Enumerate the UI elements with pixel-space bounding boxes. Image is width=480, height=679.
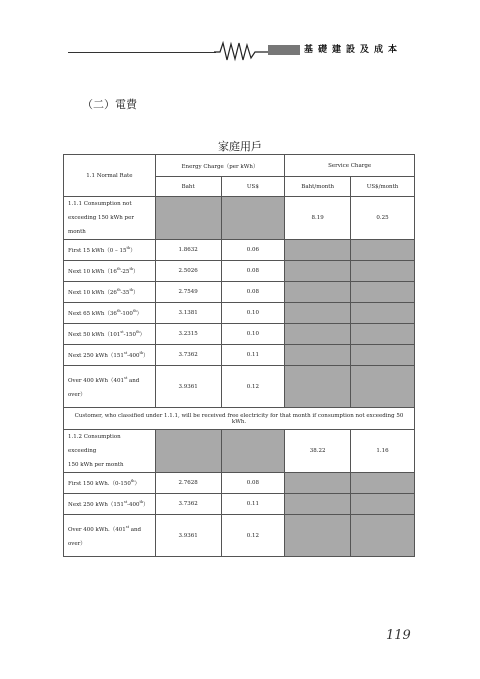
table-header-row <box>64 155 415 177</box>
table-row <box>64 303 415 324</box>
energy-usd-cell: 0.11 <box>221 345 285 366</box>
energy-baht-cell: 3.1381 <box>155 303 221 324</box>
shaded-cell <box>351 324 415 345</box>
row-label <box>64 282 156 303</box>
shaded-cell <box>351 240 415 261</box>
energy-usd-cell: 0.10 <box>221 324 285 345</box>
row-label-text: -400 <box>127 502 140 508</box>
shaded-cell <box>351 303 415 324</box>
row-label-text: First 150 kWh.（0-150 <box>68 481 131 487</box>
ordinal-suffix: th <box>126 246 131 251</box>
energy-baht-cell: 3.2315 <box>155 324 221 345</box>
energy-baht-cell: 2.7628 <box>155 473 221 494</box>
table-row <box>64 515 415 557</box>
subheader-usd-month: US$/month <box>351 177 415 197</box>
row-label-text: ） <box>130 248 136 254</box>
table-row <box>64 240 415 261</box>
service-charge-header: Service Charge <box>285 155 415 177</box>
row-label-text: Over 400 kWh（401 <box>68 377 125 384</box>
row-label <box>64 473 156 494</box>
shaded-cell <box>351 282 415 303</box>
energy-baht-cell: 3.7362 <box>155 494 221 515</box>
row-label-text: First 15 kWh（0 – 15 <box>68 248 127 254</box>
row-label <box>64 261 156 282</box>
normal-rate-header: 1.1 Normal Rate <box>64 155 156 197</box>
row-label-text: Next 65 kWh（36 <box>68 311 117 317</box>
shaded-cell <box>155 197 221 240</box>
service-baht-cell: 8.19 <box>285 197 351 240</box>
row-label-text: ） <box>139 332 146 338</box>
row-label-text: ） <box>133 290 139 296</box>
shaded-cell <box>351 515 415 557</box>
energy-usd-cell: 0.08 <box>221 473 285 494</box>
electricity-rate-table <box>63 154 415 557</box>
row-label-text: -150 <box>123 332 136 338</box>
row-label <box>64 430 156 473</box>
row-label-line: 150 kWh per month <box>68 462 124 468</box>
ordinal-suffix: th <box>129 267 134 272</box>
shaded-cell <box>155 430 221 473</box>
row-label-text: Over 400 kWh.（401 <box>68 526 126 533</box>
row-label-text: -35 <box>120 290 130 296</box>
ordinal-suffix: th <box>116 288 121 293</box>
row-label-text: -25 <box>120 269 130 275</box>
row-label-text: ） <box>133 269 139 275</box>
shaded-cell <box>351 366 415 408</box>
ordinal-suffix: th <box>139 500 144 505</box>
shaded-cell <box>351 345 415 366</box>
table-row <box>64 494 415 515</box>
energy-usd-cell: 0.08 <box>221 282 285 303</box>
subheader-usd: US$ <box>221 177 285 197</box>
table-row <box>64 282 415 303</box>
row-label-text: ） <box>134 481 141 487</box>
ordinal-suffix: st <box>120 330 124 335</box>
row-label-text: Next 10 kWh（26 <box>68 290 117 296</box>
row-label-text: and <box>128 526 142 533</box>
shaded-cell <box>285 240 351 261</box>
row-label-text: over） <box>68 391 86 398</box>
service-baht-cell: 38.22 <box>285 430 351 473</box>
row-label-line: 1.1.2 Consumption exceeding <box>68 434 121 454</box>
table-row <box>64 366 415 408</box>
row-label-text: Next 250 kWh（151 <box>68 502 124 508</box>
shaded-cell <box>285 324 351 345</box>
row-label-line: 1.1.1 Consumption not <box>68 201 132 207</box>
service-usd-cell: 1.16 <box>351 430 415 473</box>
row-label-text: -100 <box>120 311 133 317</box>
ordinal-suffix: st <box>123 351 128 356</box>
energy-baht-cell: 1.8632 <box>155 240 221 261</box>
running-header-title: 基礎建設及成本 <box>300 42 424 58</box>
shaded-cell <box>285 515 351 557</box>
ordinal-suffix: th <box>129 288 134 293</box>
shaded-cell <box>285 473 351 494</box>
ordinal-suffix: st <box>125 525 129 530</box>
energy-usd-cell: 0.11 <box>221 494 285 515</box>
energy-baht-cell: 2.7549 <box>155 282 221 303</box>
row-label-text: over） <box>68 540 86 547</box>
energy-baht-cell: 3.9361 <box>155 515 221 557</box>
table-row <box>64 430 415 473</box>
table-row <box>64 345 415 366</box>
ordinal-suffix: st <box>124 376 128 381</box>
shaded-cell <box>285 261 351 282</box>
row-label <box>64 240 156 261</box>
shaded-cell <box>221 197 285 240</box>
row-label-text: and <box>127 377 140 384</box>
free-electricity-note: Customer, who classified under 1.1.1, will be received free electricity for that month if consumption not exceeding 50 kWh. <box>64 408 415 430</box>
table-row <box>64 197 415 240</box>
energy-usd-cell: 0.10 <box>221 303 285 324</box>
shaded-cell <box>351 473 415 494</box>
shaded-cell <box>285 494 351 515</box>
energy-baht-cell: 3.9361 <box>155 366 221 408</box>
table-row <box>64 324 415 345</box>
ordinal-suffix: th <box>139 351 144 356</box>
service-usd-cell: 0.25 <box>351 197 415 240</box>
row-label-text: -400 <box>127 353 140 359</box>
energy-usd-cell: 0.12 <box>221 515 285 557</box>
row-label <box>64 197 156 240</box>
table-title: 家庭用戶 <box>218 140 262 153</box>
row-label <box>64 366 156 408</box>
row-label-text: Next 50 kWh（101 <box>68 332 121 338</box>
energy-usd-cell: 0.08 <box>221 261 285 282</box>
shaded-cell <box>285 366 351 408</box>
section-heading: （二）電費 <box>82 98 137 111</box>
row-label <box>64 303 156 324</box>
shaded-cell <box>285 282 351 303</box>
row-label <box>64 324 156 345</box>
row-label-text: ） <box>143 502 149 508</box>
shaded-cell <box>351 261 415 282</box>
row-label-text: ） <box>143 353 149 359</box>
energy-baht-cell: 3.7362 <box>155 345 221 366</box>
ordinal-suffix: th <box>116 267 121 272</box>
subheader-baht: Baht <box>155 177 221 197</box>
table-row <box>64 261 415 282</box>
energy-charge-header: Energy Charge（per kWh） <box>155 155 285 177</box>
row-label <box>64 494 156 515</box>
row-label <box>64 345 156 366</box>
ordinal-suffix: th <box>116 309 121 314</box>
energy-baht-cell: 2.5026 <box>155 261 221 282</box>
shaded-cell <box>285 303 351 324</box>
table-row <box>64 473 415 494</box>
row-label-text: Next 250 kWh（151 <box>68 353 124 359</box>
page-number: 119 <box>386 628 411 643</box>
shaded-cell <box>221 430 285 473</box>
ordinal-suffix: th <box>135 330 140 335</box>
energy-usd-cell: 0.12 <box>221 366 285 408</box>
ordinal-suffix: th <box>130 479 135 484</box>
pulse-wave-icon <box>214 40 270 62</box>
row-label-text: ） <box>136 311 143 317</box>
shaded-cell <box>285 345 351 366</box>
ordinal-suffix: th <box>132 309 137 314</box>
row-label-line: exceeding 150 kWh per month <box>68 215 134 235</box>
note-row <box>64 408 415 430</box>
row-label-text: Next 10 kWh（16 <box>68 269 117 275</box>
energy-usd-cell: 0.06 <box>221 240 285 261</box>
row-label <box>64 515 156 557</box>
header-rule <box>68 52 216 53</box>
subheader-baht-month: Baht/month <box>285 177 351 197</box>
ordinal-suffix: st <box>123 500 128 505</box>
shaded-cell <box>351 494 415 515</box>
